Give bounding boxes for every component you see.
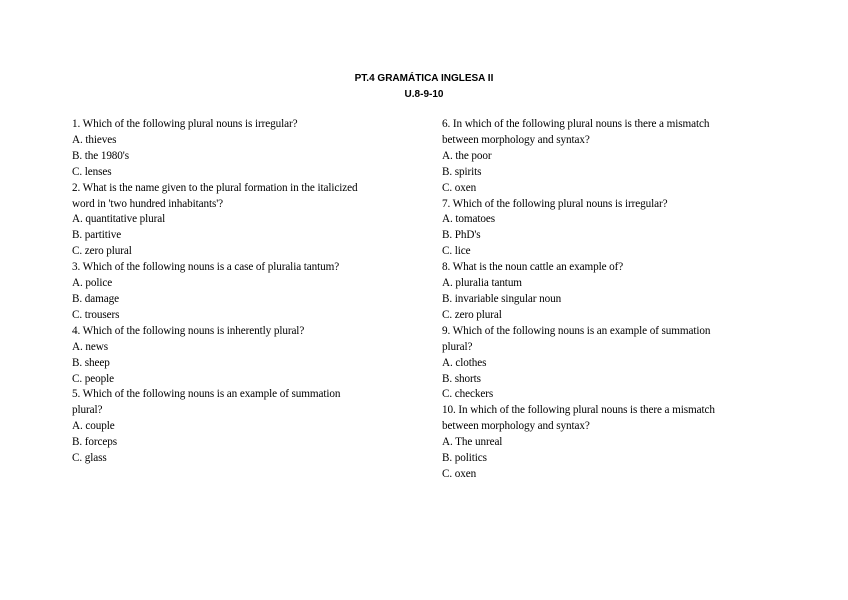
- question-text-line: between morphology and syntax?: [442, 133, 590, 146]
- question-text-line: plural?: [442, 340, 473, 353]
- answer-option-line: C. zero plural: [72, 245, 132, 258]
- answer-option-line: C. lenses: [72, 165, 112, 178]
- answer-option-line: B. invariable singular noun: [442, 292, 562, 305]
- answer-option-line: A. tomatoes: [442, 213, 495, 226]
- answer-option-line: B. sheep: [72, 356, 110, 369]
- question-text-line: 6. In which of the following plural nouns is there a mismatch: [442, 118, 710, 130]
- answer-option-line: A. police: [72, 277, 113, 290]
- question-text-line: word in 'two hundred inhabitants'?: [72, 197, 224, 210]
- left-question-column: [72, 117, 412, 467]
- answer-option-line: C. glass: [72, 452, 107, 465]
- answer-option-line: B. spirits: [442, 165, 482, 178]
- document-subtitle: U.8-9-10: [404, 89, 444, 100]
- question-text-line: 4. Which of the following nouns is inherently plural?: [72, 324, 305, 337]
- answer-option-line: A. news: [72, 340, 108, 353]
- answer-option-line: C. trousers: [72, 308, 120, 321]
- answer-option-line: C. lice: [442, 245, 471, 258]
- document-title: PT.4 GRAMÁTICA INGLESA II: [354, 73, 494, 84]
- answer-option-line: C. oxen: [442, 181, 477, 194]
- answer-option-line: B. damage: [72, 292, 119, 305]
- answer-option-line: A. the poor: [442, 149, 492, 162]
- question-text-line: 8. What is the noun cattle an example of?: [442, 261, 624, 274]
- question-text-line: between morphology and syntax?: [442, 420, 590, 433]
- answer-option-line: A. pluralia tantum: [442, 277, 522, 290]
- answer-option-line: B. shorts: [442, 372, 481, 385]
- question-text-line: 7. Which of the following plural nouns is irregular?: [442, 197, 668, 210]
- question-text-line: 5. Which of the following nouns is an example of summation: [72, 388, 341, 401]
- answer-option-line: B. the 1980's: [72, 149, 129, 162]
- answer-option-line: C. people: [72, 372, 114, 385]
- answer-option-line: A. couple: [72, 420, 115, 433]
- question-text-line: 3. Which of the following nouns is a case of pluralia tantum?: [72, 261, 340, 274]
- answer-option-line: B. forceps: [72, 436, 117, 449]
- answer-option-line: C. checkers: [442, 388, 494, 401]
- right-question-column: [442, 117, 762, 483]
- question-text-line: 2. What is the name given to the plural formation in the italicized: [72, 181, 358, 194]
- question-text-line: 1. Which of the following plural nouns is irregular?: [72, 118, 298, 130]
- answer-option-line: A. thieves: [72, 133, 117, 146]
- answer-option-line: C. oxen: [442, 467, 477, 480]
- answer-option-line: B. politics: [442, 452, 487, 465]
- question-text-line: 9. Which of the following nouns is an example of summation: [442, 324, 711, 337]
- answer-option-line: B. PhD's: [442, 229, 481, 242]
- answer-option-line: A. The unreal: [442, 436, 503, 449]
- answer-option-line: C. zero plural: [442, 308, 502, 321]
- answer-option-line: A. clothes: [442, 356, 487, 369]
- document-header: [0, 71, 848, 103]
- question-text-line: 10. In which of the following plural nouns is there a mismatch: [442, 404, 715, 417]
- answer-option-line: A. quantitative plural: [72, 213, 166, 226]
- answer-option-line: B. partitive: [72, 229, 122, 242]
- question-text-line: plural?: [72, 404, 103, 417]
